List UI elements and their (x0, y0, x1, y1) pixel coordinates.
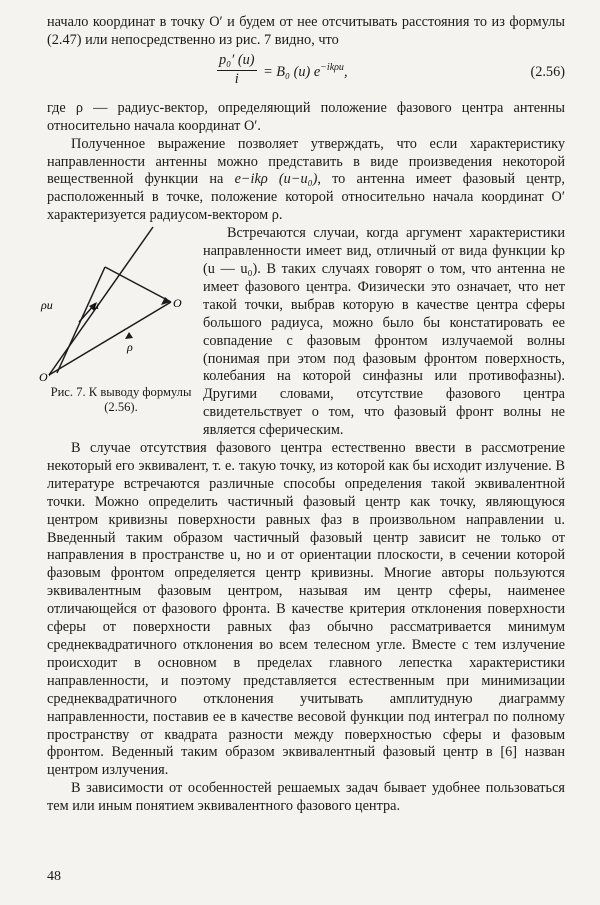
figure-diagram (37, 225, 205, 385)
label-u: u (93, 298, 99, 313)
vector-rho (49, 302, 171, 375)
equation-rhs: = B₀ (u) $e^{-ik\rho u}$, (263, 61, 348, 80)
paragraph-6: В зависимости от особенностей решаемых задач бывает удобнее пользоваться тем или иным понятием эквивалентного фазового центра. (47, 780, 565, 815)
page-number: 48 (47, 869, 61, 884)
equation-exponent: −ikρu (320, 61, 344, 73)
paragraph-2: где ρ — радиус-вектор, определяющий положение фазового центра антенны относительно начала координат O′. (47, 99, 565, 134)
equation-fraction (217, 52, 257, 89)
equation-rhs-base: = B₀ (u) e (263, 63, 321, 80)
paragraph-3-part-b: , то антенна имеет фазовый центр, расположенный в точке, положение которой относительно начала координат O′ характеризуется радиусом-вектором ρ. (47, 171, 566, 224)
equation-denominator: i (234, 70, 239, 87)
paragraph-3 (47, 136, 565, 226)
label-O: O (173, 296, 182, 311)
equation-number: (2.56) (530, 63, 565, 80)
figure-7 (37, 225, 195, 433)
paragraph-5: В случае отсутствия фазового центра естественно ввести в рассмотрение некоторый его эквивалент, т. е. такую точку, из которой как бы исходит излучение. В литературе встречаются различные способы определения такой эквивалентной точки. Можно определить частичный фазовый центр как точку, являющуюся центром кривизны поверхности равных фаз в произвольном направлении u. Введенный таким образом частичный фазовый центр зависит не только от направления в пространстве u, но и от ориентации плоскости, в сечении которой фазовым фронтом определяется центр кривизны. Многие авторы пользуются эквивалентным фазовым центром, называя им центр сферы, наименее отличающейся от фазового фронта. В качестве критерия отклонения поверхности сферы от поверхности равных фаз обычно рассматривается минимум среднеквадратичного отклонения во всем телесном угле. Вместе с тем излучение происходит в основном в пределах главного лепестка характеристики направленности, и поэтому представляется естественным при минимизации среднеквадратичного отклонения учитывать амплитудную диаграмму направленности, поставив ее в качестве весовой функции под интеграл по полному пространству от квадрата разности между поверхностью сферы и фазовым фронтом. Веденный таким образом эквивалентный фазовый центр в [6] назван центром излучения. (47, 440, 565, 779)
equation-numerator: p₀′ (u) (217, 52, 257, 71)
paragraph-3-exponent: e−ikρ (u−u₀) (234, 171, 318, 188)
figure-wrap (39, 225, 565, 440)
figure-caption: Рис. 7. К выводу формулы (2.56). (50, 385, 192, 415)
label-pu: ρu (41, 298, 53, 313)
line-to-O (105, 267, 171, 302)
label-Oprime: O′ (39, 370, 51, 385)
paragraph-3-part-a: Полученное выражение позволяет утверждать, что если характеристику направленности антенны можно представить в виде произведения некоторой вещественной функции на (47, 135, 565, 188)
label-rho: ρ (127, 340, 133, 355)
paragraph-1: начало координат в точку O′ и будем от нее отсчитывать расстояния то из формулы (2.47) или непосредственно из рис. 7 видно, что (47, 14, 565, 48)
equation-2-56 (47, 52, 565, 96)
line-long (49, 227, 153, 375)
arrowhead-rho (125, 332, 133, 339)
page-body (39, 14, 566, 816)
paragraph-4: Встречаются случаи, когда аргумент характеристики направленности имеет вид, отличный от вида функции kρ (u — u₀). В таких случаях говорят о том, что антенна не имеет фазового центра. Физически это означает, что нет такой точки, выбрав которую в качестве центра сферы большого радиуса, можно было бы констатировать ее совпадение с фазовым фронтом излучаемой волны (понимая при этом под фазовым фронтом поверхность, колебания на которой синфазны или противофазны). Другими словами, отсутствие фазового центра свидетельствует о том, что фазовый фронт волны не является сферическим. (203, 225, 565, 439)
